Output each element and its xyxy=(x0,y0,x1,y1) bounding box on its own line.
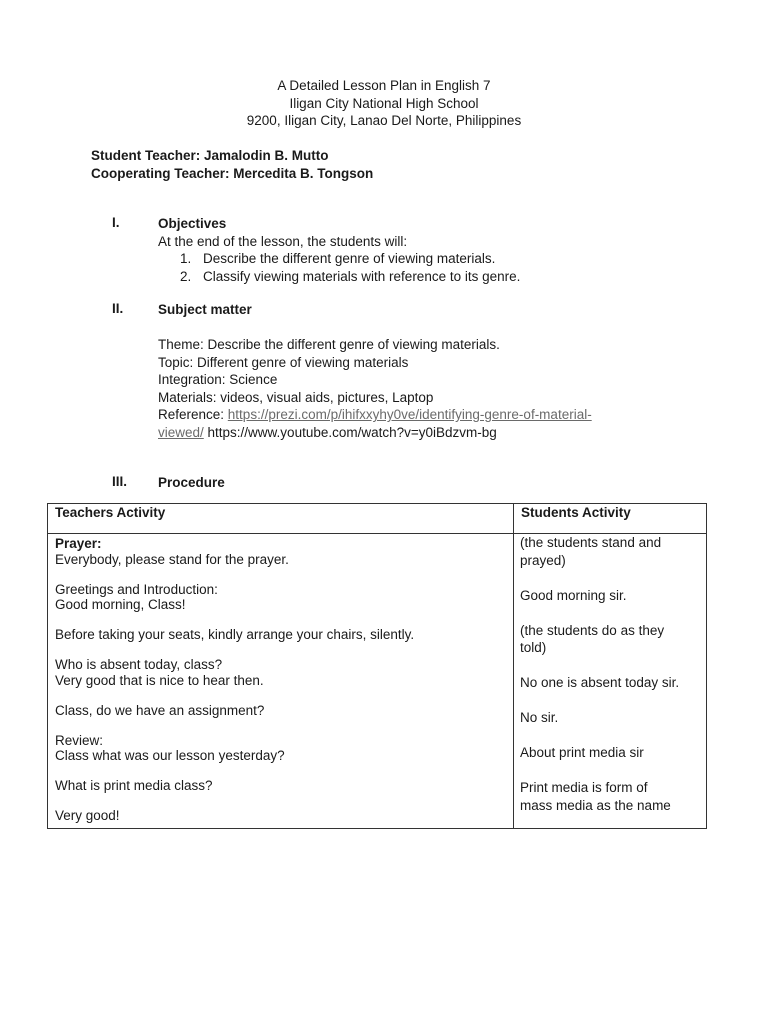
review-block xyxy=(55,733,513,764)
reference-line-continued xyxy=(158,424,592,442)
response-line: Print media is form of xyxy=(520,780,648,795)
response-line: told) xyxy=(520,640,547,655)
prezi-link[interactable]: https://prezi.com/p/ihifxxyhy0ve/identifying-genre-of-material- xyxy=(227,407,592,422)
school-address: 9200, Iligan City, Lanao Del Norte, Philippines xyxy=(246,113,522,128)
school-name: Iligan City National High School xyxy=(289,95,479,111)
greetings-block xyxy=(55,582,513,613)
cooperating-teacher: Cooperating Teacher: Mercedita B. Tongson xyxy=(91,165,374,181)
print-media-question: What is print media class? xyxy=(55,778,213,793)
response-line: (the students stand and xyxy=(520,535,662,550)
list-item xyxy=(158,250,520,268)
students-response: About print media sir xyxy=(520,745,644,760)
prayer-block xyxy=(55,536,513,567)
greetings-text: Good morning, Class! xyxy=(55,597,186,612)
teachers-activity-header: Teachers Activity xyxy=(48,504,514,534)
seats-text: Before taking your seats, kindly arrange your chairs, silently. xyxy=(55,627,415,642)
assignment-text: Class, do we have an assignment? xyxy=(55,702,265,718)
objective-text: Describe the different genre of viewing materials. xyxy=(203,251,496,266)
absent-question: Who is absent today, class? xyxy=(55,657,223,672)
teachers-activity-cell xyxy=(48,534,514,829)
students-activity-header: Students Activity xyxy=(514,504,707,534)
lesson-plan-title: A Detailed Lesson Plan in English 7 xyxy=(277,78,491,93)
youtube-url: https://www.youtube.com/watch?v=y0iBdzvm-bg xyxy=(203,424,497,440)
procedure-numeral: III. xyxy=(112,474,128,489)
document-header xyxy=(0,77,768,130)
students-response xyxy=(520,622,706,657)
topic-line: Topic: Different genre of viewing materials xyxy=(158,354,409,370)
subject-matter-heading: Subject matter xyxy=(158,302,252,317)
list-number: 1. xyxy=(180,251,192,266)
very-good-text: Very good! xyxy=(55,808,120,823)
materials-line: Materials: videos, visual aids, pictures, Laptop xyxy=(158,389,434,405)
prayer-heading: Prayer: xyxy=(55,536,102,551)
teacher-info xyxy=(91,147,373,182)
objectives-heading: Objectives xyxy=(158,216,227,231)
reference-label: Reference: xyxy=(158,407,228,422)
objectives-list xyxy=(158,250,520,285)
students-response xyxy=(520,534,706,569)
reference-line xyxy=(158,406,592,424)
objective-text: Classify viewing materials with reference to its genre. xyxy=(203,268,521,284)
table-row xyxy=(48,534,707,829)
students-response xyxy=(520,779,706,814)
absent-response: Very good that is nice to hear then. xyxy=(55,672,264,688)
attendance-block xyxy=(55,657,513,688)
integration-line: Integration: Science xyxy=(158,372,278,387)
review-heading: Review: xyxy=(55,732,104,748)
response-line: prayed) xyxy=(520,552,566,568)
review-text: Class what was our lesson yesterday? xyxy=(55,748,285,763)
greetings-heading: Greetings and Introduction: xyxy=(55,581,218,597)
theme-line: Theme: Describe the different genre of viewing materials. xyxy=(158,337,500,352)
prayer-text: Everybody, please stand for the prayer. xyxy=(55,551,289,567)
students-activity-cell xyxy=(514,534,707,829)
objectives-intro: At the end of the lesson, the students will: xyxy=(158,233,408,249)
students-response: No sir. xyxy=(520,710,559,725)
subject-matter-numeral: II. xyxy=(112,301,124,316)
prezi-link-continued[interactable]: viewed/ xyxy=(158,424,204,440)
list-number: 2. xyxy=(180,268,192,284)
student-teacher: Student Teacher: Jamalodin B. Mutto xyxy=(91,148,329,163)
students-response: No one is absent today sir. xyxy=(520,675,680,690)
procedure-heading: Procedure xyxy=(158,475,225,490)
table-header-row xyxy=(48,504,707,534)
objectives-numeral: I. xyxy=(112,215,120,230)
list-item xyxy=(158,268,520,286)
students-response: Good morning sir. xyxy=(520,587,627,603)
procedure-table xyxy=(47,503,707,829)
response-line: mass media as the name xyxy=(520,797,671,813)
response-line: (the students do as they xyxy=(520,622,665,638)
